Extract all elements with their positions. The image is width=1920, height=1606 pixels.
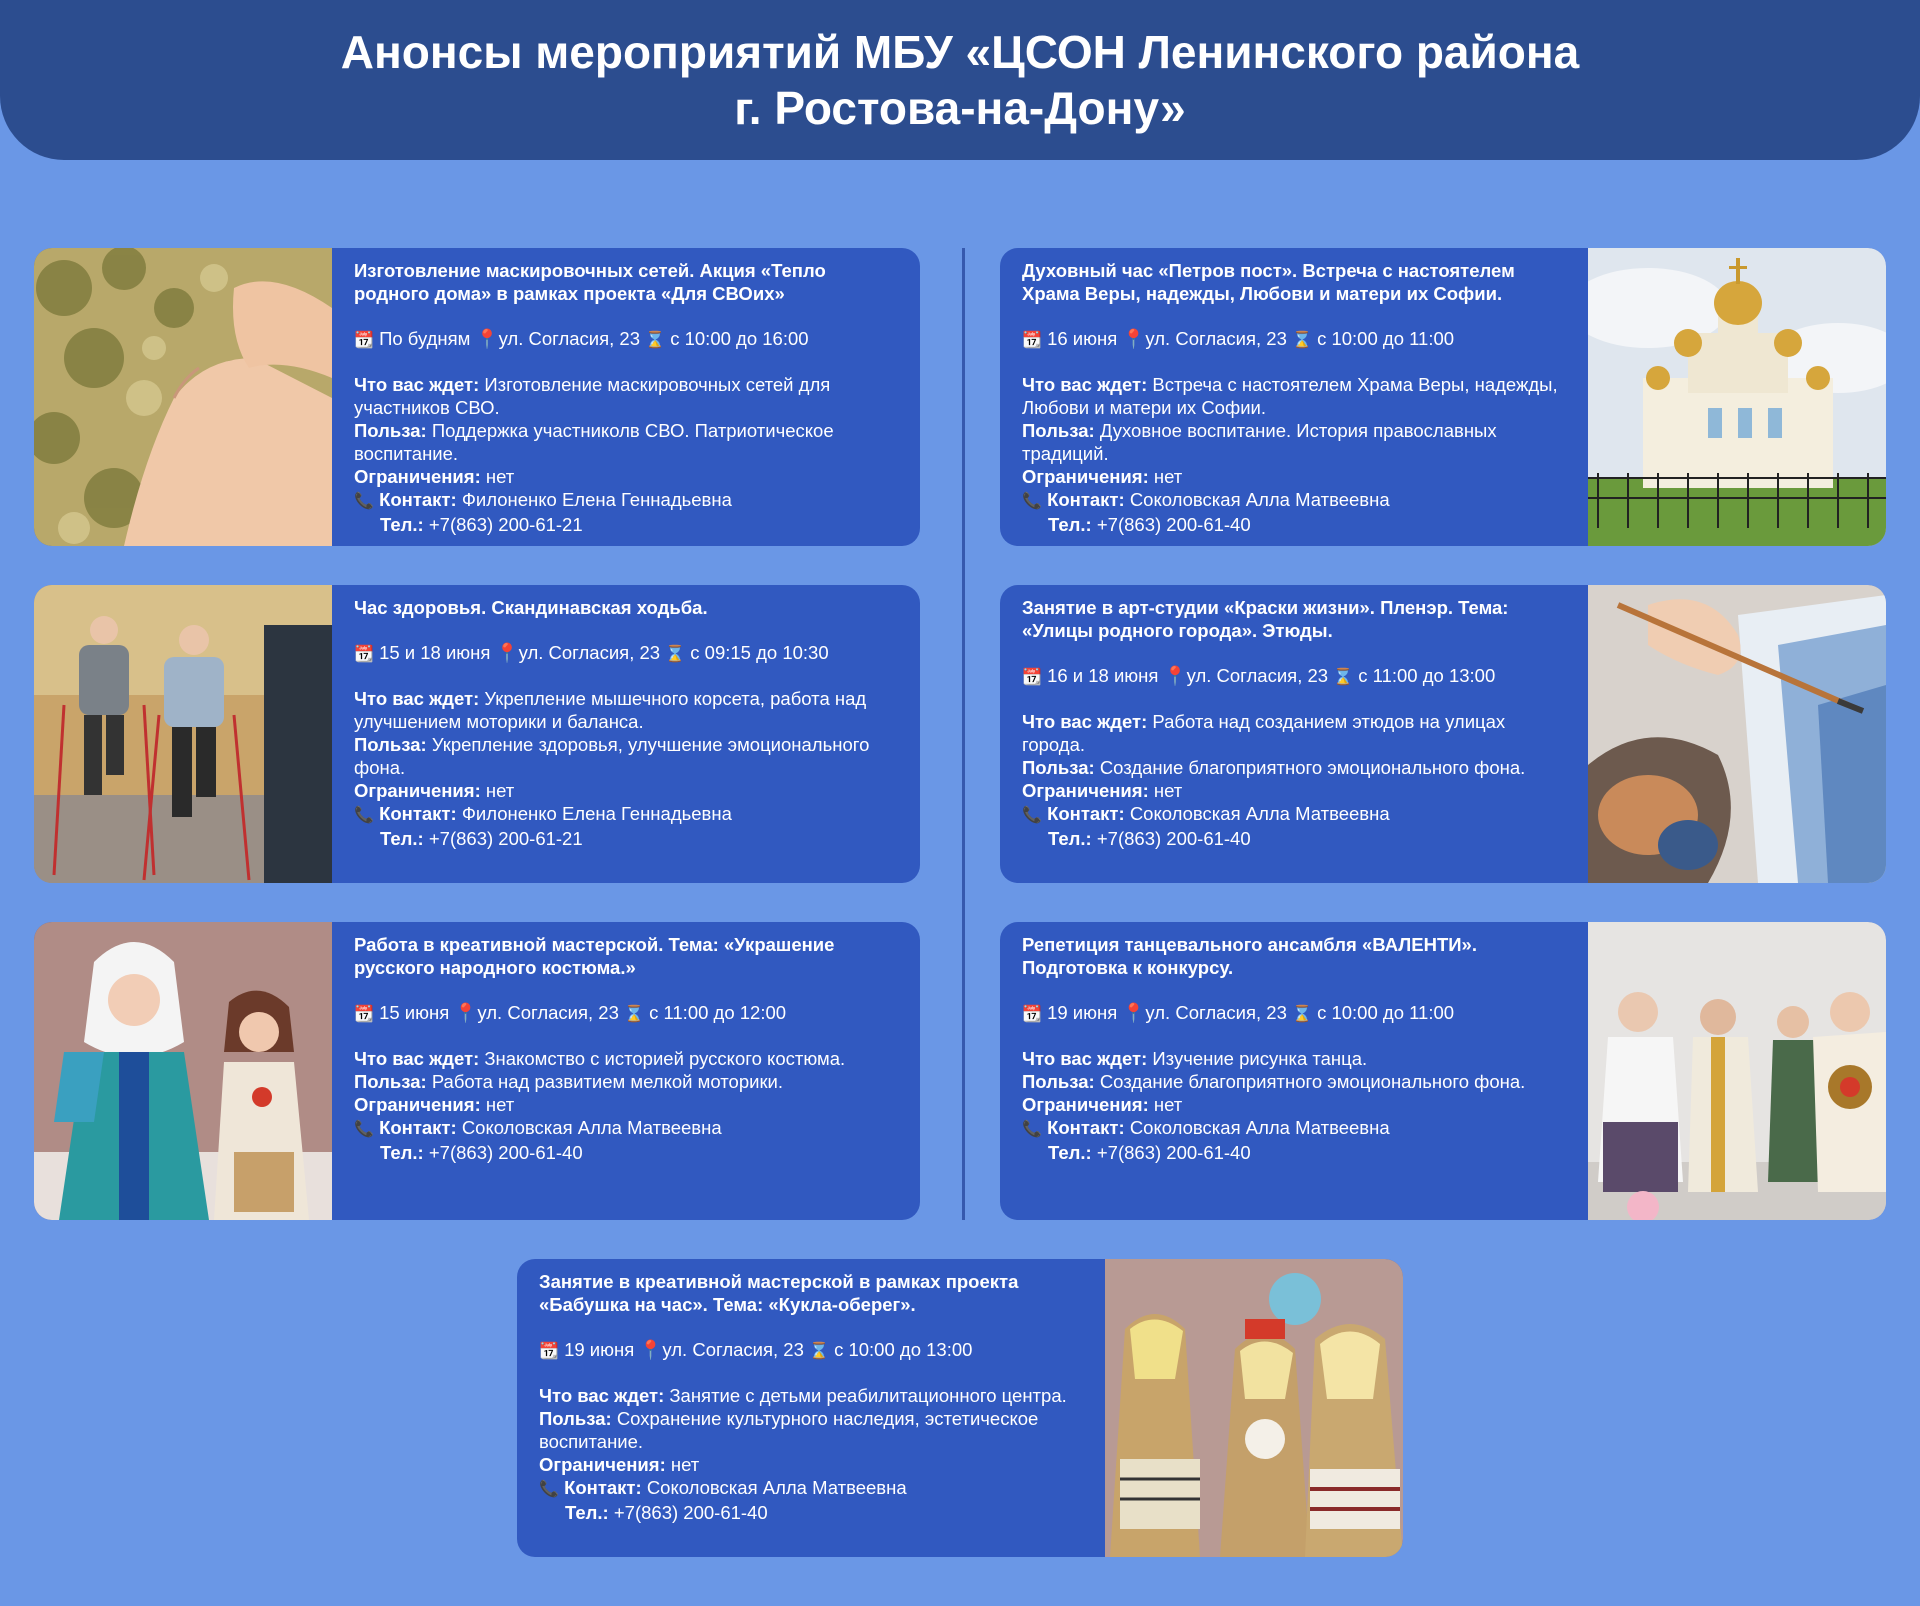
hourglass-icon: ⌛	[1292, 1006, 1312, 1023]
phone-icon: 📞	[1022, 1121, 1042, 1138]
map-pin-icon: 📍	[639, 1339, 663, 1360]
event-details	[1000, 585, 1588, 883]
event-contact: 📞 Контакт: Соколовская Алла Матвеевна	[1022, 1116, 1566, 1141]
event-expect: Что вас ждет: Встреча с настоятелем Храма Веры, надежды, Любови и матери их Софии.	[1022, 374, 1558, 418]
event-photo-painting	[1588, 585, 1886, 883]
event-address: ул. Согласия, 23	[518, 642, 661, 663]
event-expect: Что вас ждет: Изучение рисунка танца.	[1022, 1048, 1368, 1069]
event-photo-nordic-walking	[34, 585, 332, 883]
event-address: ул. Согласия, 23	[498, 328, 641, 349]
event-benefit: Польза: Поддержка участниколв СВО. Патриотическое воспитание.	[354, 420, 834, 464]
event-phone: Тел.: +7(863) 200-61-40	[1048, 514, 1251, 535]
event-benefit: Польза: Укрепление здоровья, улучшение эмоционального фона.	[354, 734, 870, 778]
event-date: 15 и 18 июня	[379, 642, 491, 663]
event-title: Занятие в арт-студии «Краски жизни». Пленэр. Тема: «Улицы родного города». Этюды.	[1022, 597, 1509, 641]
event-title: Изготовление маскировочных сетей. Акция «Тепло родного дома» в рамках проекта «Для СВОих»	[354, 260, 826, 304]
event-phone: Тел.: +7(863) 200-61-21	[380, 828, 583, 849]
event-card-amulet-doll	[517, 1259, 1403, 1557]
calendar-icon: 📆	[354, 646, 374, 663]
event-contact: 📞 Контакт: Соколовская Алла Матвеевна	[1022, 802, 1566, 827]
event-address: ул. Согласия, 23	[1145, 1002, 1287, 1023]
event-details	[517, 1259, 1105, 1557]
hourglass-icon: ⌛	[645, 332, 666, 349]
event-phone: Тел.: +7(863) 200-61-40	[1048, 1142, 1251, 1163]
event-time: с 09:15 до 10:30	[690, 642, 829, 663]
calendar-icon: 📆	[1022, 332, 1042, 349]
map-pin-icon: 📍	[1122, 1002, 1146, 1023]
event-contact: 📞 Контакт: Филоненко Елена Геннадьевна	[354, 488, 898, 513]
event-details	[1000, 248, 1588, 546]
event-meta	[354, 641, 898, 666]
event-date: 16 июня	[1047, 328, 1118, 349]
event-benefit: Польза: Работа над развитием мелкой моторики.	[354, 1071, 784, 1092]
event-contact: 📞 Контакт: Соколовская Алла Матвеевна	[354, 1116, 898, 1141]
event-meta	[1022, 1001, 1566, 1026]
event-address: ул. Согласия, 23	[477, 1002, 619, 1023]
event-benefit: Польза: Создание благоприятного эмоционального фона.	[1022, 757, 1526, 778]
event-phone: Тел.: +7(863) 200-61-40	[565, 1502, 768, 1523]
event-photo-amulet-dolls	[1105, 1259, 1403, 1557]
event-photo-dance	[1588, 922, 1886, 1220]
event-limits: Ограничения: нет	[539, 1454, 700, 1475]
event-card-dance-ensemble	[1000, 922, 1886, 1220]
event-card-costume-workshop	[34, 922, 920, 1220]
event-address: ул. Согласия, 23	[1186, 665, 1329, 686]
event-photo-church	[1588, 248, 1886, 546]
event-title: Репетиция танцевального ансамбля «ВАЛЕНТИ». Подготовка к конкурсу.	[1022, 934, 1477, 978]
event-limits: Ограничения: нет	[1022, 466, 1183, 487]
event-contact: 📞 Контакт: Соколовская Алла Матвеевна	[539, 1476, 1083, 1501]
event-details	[332, 922, 920, 1220]
hourglass-icon: ⌛	[809, 1343, 829, 1360]
calendar-icon: 📆	[354, 1006, 374, 1023]
event-phone: Тел.: +7(863) 200-61-40	[1048, 828, 1251, 849]
event-phone: Тел.: +7(863) 200-61-40	[380, 1142, 583, 1163]
event-limits: Ограничения: нет	[354, 1094, 515, 1115]
event-time: с 10:00 до 13:00	[834, 1339, 973, 1360]
page-title: Анонсы мероприятий МБУ «ЦСОН Ленинского района г. Ростова-на-Дону»	[340, 26, 1580, 134]
event-limits: Ограничения: нет	[354, 466, 515, 487]
map-pin-icon: 📍	[1122, 328, 1146, 349]
event-photo-camouflage-nets	[34, 248, 332, 546]
hourglass-icon: ⌛	[665, 646, 686, 663]
event-phone: Тел.: +7(863) 200-61-21	[380, 514, 583, 535]
event-card-spiritual-hour	[1000, 248, 1886, 546]
phone-icon: 📞	[354, 1121, 374, 1138]
event-title: Занятие в креативной мастерской в рамках проекта «Бабушка на час». Тема: «Кукла-оберег».	[539, 1271, 1019, 1315]
event-card-nordic-walking	[34, 585, 920, 883]
event-time: с 10:00 до 11:00	[1317, 1002, 1455, 1023]
hourglass-icon: ⌛	[1292, 332, 1312, 349]
event-details	[332, 585, 920, 883]
event-card-art-studio	[1000, 585, 1886, 883]
event-time: с 11:00 до 13:00	[1358, 665, 1496, 686]
map-pin-icon: 📍	[1163, 665, 1187, 686]
event-meta	[354, 327, 898, 352]
event-contact: 📞 Контакт: Филоненко Елена Геннадьевна	[354, 802, 898, 827]
event-limits: Ограничения: нет	[354, 780, 515, 801]
map-pin-icon: 📍	[454, 1002, 478, 1023]
calendar-icon: 📆	[354, 332, 374, 349]
event-date: 15 июня	[379, 1002, 450, 1023]
event-expect: Что вас ждет: Занятие с детьми реабилитационного центра.	[539, 1385, 1067, 1406]
event-benefit: Польза: Духовное воспитание. История православных традиций.	[1022, 420, 1497, 464]
event-limits: Ограничения: нет	[1022, 1094, 1183, 1115]
event-address: ул. Согласия, 23	[1145, 328, 1287, 349]
column-divider	[962, 248, 965, 1220]
calendar-icon: 📆	[1022, 1006, 1042, 1023]
event-date: 16 и 18 июня	[1047, 665, 1159, 686]
map-pin-icon: 📍	[475, 328, 499, 349]
event-details	[332, 248, 920, 546]
phone-icon: 📞	[354, 807, 374, 824]
event-title: Духовный час «Петров пост». Встреча с настоятелем Храма Веры, надежды, Любови и матери их Софии.	[1022, 260, 1515, 304]
event-title: Час здоровья. Скандинавская ходьба.	[354, 597, 708, 618]
event-benefit: Польза: Сохранение культурного наследия, эстетическое воспитание.	[539, 1408, 1039, 1452]
phone-icon: 📞	[354, 493, 374, 510]
map-pin-icon: 📍	[495, 642, 519, 663]
calendar-icon: 📆	[1022, 669, 1042, 686]
event-meta	[539, 1338, 1083, 1363]
event-date: По будням	[379, 328, 471, 349]
calendar-icon: 📆	[539, 1343, 559, 1360]
event-meta	[354, 1001, 898, 1026]
event-details	[1000, 922, 1588, 1220]
event-expect: Что вас ждет: Знакомство с историей русского костюма.	[354, 1048, 846, 1069]
event-date: 19 июня	[564, 1339, 635, 1360]
phone-icon: 📞	[539, 1481, 559, 1498]
event-address: ул. Согласия, 23	[662, 1339, 804, 1360]
page-header	[0, 0, 1920, 160]
event-contact: 📞 Контакт: Соколовская Алла Матвеевна	[1022, 488, 1566, 513]
event-title: Работа в креативной мастерской. Тема: «Украшение русского народного костюма.»	[354, 934, 835, 978]
event-meta	[1022, 327, 1566, 352]
event-benefit: Польза: Создание благоприятного эмоционального фона.	[1022, 1071, 1526, 1092]
hourglass-icon: ⌛	[624, 1006, 644, 1023]
hourglass-icon: ⌛	[1333, 669, 1354, 686]
phone-icon: 📞	[1022, 807, 1042, 824]
event-time: с 11:00 до 12:00	[649, 1002, 787, 1023]
event-time: с 10:00 до 11:00	[1317, 328, 1455, 349]
event-expect: Что вас ждет: Укрепление мышечного корсета, работа над улучшением моторики и баланса.	[354, 688, 867, 732]
event-card-camouflage-nets	[34, 248, 920, 546]
event-expect: Что вас ждет: Изготовление маскировочных сетей для участников СВО.	[354, 374, 831, 418]
event-time: с 10:00 до 16:00	[670, 328, 809, 349]
phone-icon: 📞	[1022, 493, 1042, 510]
event-meta	[1022, 664, 1566, 689]
event-expect: Что вас ждет: Работа над созданием этюдов на улицах города.	[1022, 711, 1506, 755]
event-date: 19 июня	[1047, 1002, 1118, 1023]
event-photo-folk-dolls	[34, 922, 332, 1220]
event-limits: Ограничения: нет	[1022, 780, 1183, 801]
